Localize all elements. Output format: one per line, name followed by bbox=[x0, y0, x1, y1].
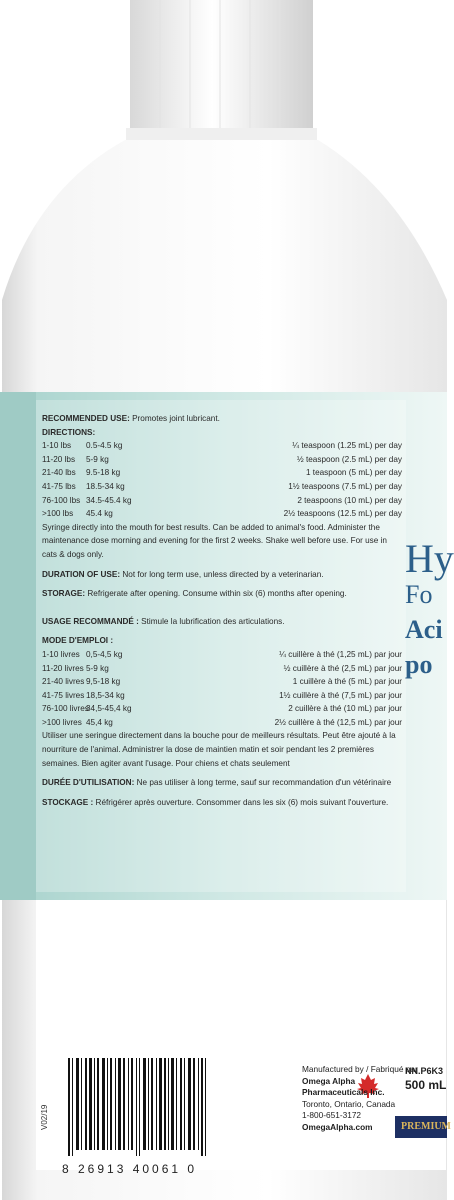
mfg-line4: Toronto, Ontario, Canada bbox=[302, 1098, 396, 1109]
weight-lbs: 11-20 livres bbox=[42, 663, 84, 673]
weight-kg: 34.5-45.4 kg bbox=[86, 495, 132, 505]
volume: 500 mL bbox=[405, 1078, 447, 1092]
mfg-line6: OmegaAlpha.com bbox=[302, 1121, 373, 1132]
npn-number: NN.P6K3 bbox=[405, 1066, 444, 1076]
dose-amount: 2 teaspoons (10 mL) per day bbox=[297, 495, 402, 505]
dose-row bbox=[42, 453, 402, 467]
dose-amount: ½ cuillère à thé (2,5 mL) par jour bbox=[283, 663, 402, 673]
weight-lbs: >100 lbs bbox=[42, 509, 74, 519]
weight-kg: 34,5-45,4 kg bbox=[86, 704, 132, 714]
duree-text: Ne pas utiliser à long terme, sauf sur recommandation d'un vétérinaire bbox=[136, 778, 392, 788]
mode-title: MODE D'EMPLOI : bbox=[42, 636, 114, 646]
dose-row bbox=[42, 466, 402, 480]
dose-amount: 2½ cuillère à thé (12,5 mL) par jour bbox=[274, 717, 402, 727]
premium-badge: PREMIUM bbox=[395, 1116, 447, 1138]
dose-amount: ½ teaspoon (2.5 mL) per day bbox=[296, 454, 402, 464]
brand-partial-4: po bbox=[405, 650, 433, 679]
weight-lbs: 76-100 lbs bbox=[42, 495, 81, 505]
dose-amount: ¼ cuillère à thé (1,25 mL) par jour bbox=[279, 649, 402, 659]
dose-row bbox=[42, 507, 402, 521]
dose-amount: 2 cuillère à thé (10 mL) par jour bbox=[288, 704, 402, 714]
weight-kg: 45,4 kg bbox=[86, 717, 113, 727]
duree-title: DURÉE D'UTILISATION: bbox=[42, 778, 135, 788]
mode-table bbox=[42, 648, 402, 730]
weight-kg: 0.5-4.5 kg bbox=[86, 441, 123, 451]
brand-partial-2: Fo bbox=[405, 580, 433, 609]
npn-block bbox=[405, 1064, 446, 1092]
weight-kg: 5-9 kg bbox=[86, 454, 109, 464]
dose-row bbox=[42, 494, 402, 508]
usage-fr-title: USAGE RECOMMANDÉ : bbox=[42, 616, 139, 626]
dose-amount: 1½ teaspoons (7.5 mL) per day bbox=[288, 481, 402, 491]
dose-amount: 1½ cuillère à thé (7,5 mL) par jour bbox=[279, 690, 402, 700]
dose-row bbox=[42, 439, 402, 453]
weight-lbs: 76-100 livres bbox=[42, 704, 89, 714]
mfg-line1: Manufactured by / Fabriqué par bbox=[302, 1064, 418, 1074]
weight-lbs: 1-10 livres bbox=[42, 649, 80, 659]
weight-lbs: 11-20 lbs bbox=[42, 454, 76, 464]
recommended-use-title: RECOMMENDED USE: bbox=[42, 414, 130, 423]
weight-kg: 18.5-34 kg bbox=[86, 481, 125, 491]
weight-kg: 9.5-18 kg bbox=[86, 468, 121, 478]
weight-lbs: 21-40 livres bbox=[42, 677, 85, 687]
directions-table bbox=[42, 439, 402, 521]
duration-text: Not for long term use, unless directed by a veterinarian. bbox=[122, 569, 324, 579]
weight-lbs: 1-10 lbs bbox=[42, 441, 72, 451]
barcode-number: 8 26913 40061 0 bbox=[62, 1162, 198, 1176]
lot-code: V02/19 bbox=[40, 1104, 49, 1130]
usage-fr-text: Stimule la lubrification des articulations. bbox=[141, 616, 285, 626]
dose-amount: ¼ teaspoon (1.25 mL) per day bbox=[292, 441, 402, 451]
weight-kg: 9,5-18 kg bbox=[86, 677, 121, 687]
stockage-text: Réfrigérer après ouverture. Consommer dans les six (6) mois suivant l'ouverture. bbox=[95, 797, 389, 807]
mfg-line2: Omega Alpha bbox=[302, 1075, 356, 1086]
dose-row bbox=[42, 648, 402, 662]
brand-partial-1: Hy bbox=[405, 536, 454, 581]
dose-amount: 1 cuillère à thé (5 mL) par jour bbox=[292, 677, 402, 687]
stockage-title: STOCKAGE : bbox=[42, 797, 94, 807]
recommended-use-text: Promotes joint lubricant. bbox=[132, 414, 220, 423]
dose-amount: 1 teaspoon (5 mL) per day bbox=[305, 468, 402, 478]
dose-row bbox=[42, 480, 402, 494]
mfg-line5: 1-800-651-3172 bbox=[302, 1110, 362, 1121]
dose-row bbox=[42, 662, 402, 676]
weight-lbs: >100 livres bbox=[42, 717, 82, 727]
dose-row bbox=[42, 675, 402, 689]
weight-kg: 5-9 kg bbox=[86, 663, 109, 673]
duration-title: DURATION OF USE: bbox=[42, 569, 121, 579]
dose-row bbox=[42, 716, 402, 730]
weight-kg: 0,5-4,5 kg bbox=[86, 649, 123, 659]
directions-title: DIRECTIONS: bbox=[42, 427, 96, 437]
weight-lbs: 41-75 lbs bbox=[42, 481, 76, 491]
weight-kg: 18,5-34 kg bbox=[86, 690, 125, 700]
dose-row bbox=[42, 702, 402, 716]
mode-note: Utiliser une seringue directement dans la bouche pour de meilleurs résultats. Peut être ajouté à la nourriture de l'animal. Administrer la dose de maintien matin et soir pendant les 2 premières semaines. Bien agiter avant l'usage. Pour chiens et chats seulement bbox=[42, 731, 396, 768]
storage-title: STORAGE: bbox=[42, 589, 86, 599]
dose-row bbox=[42, 689, 402, 703]
weight-kg: 45.4 kg bbox=[86, 509, 113, 519]
cap bbox=[130, 0, 313, 130]
storage-text: Refrigerate after opening. Consume within six (6) months after opening. bbox=[87, 589, 347, 599]
brand-partial-3: Aci bbox=[405, 615, 443, 644]
mfg-line3: Pharmaceuticals Inc. bbox=[302, 1087, 385, 1098]
dose-amount: 2½ teaspoons (12.5 mL) per day bbox=[283, 509, 402, 519]
directions-note: Syringe directly into the mouth for best results. Can be added to animal's food. Administer the maintenance dose morning and evening for the first 2 weeks. Shake well before use. For use in cats & dogs only. bbox=[42, 522, 387, 559]
label-text-block bbox=[42, 412, 402, 809]
weight-lbs: 41-75 livres bbox=[42, 690, 85, 700]
weight-lbs: 21-40 lbs bbox=[42, 468, 76, 478]
